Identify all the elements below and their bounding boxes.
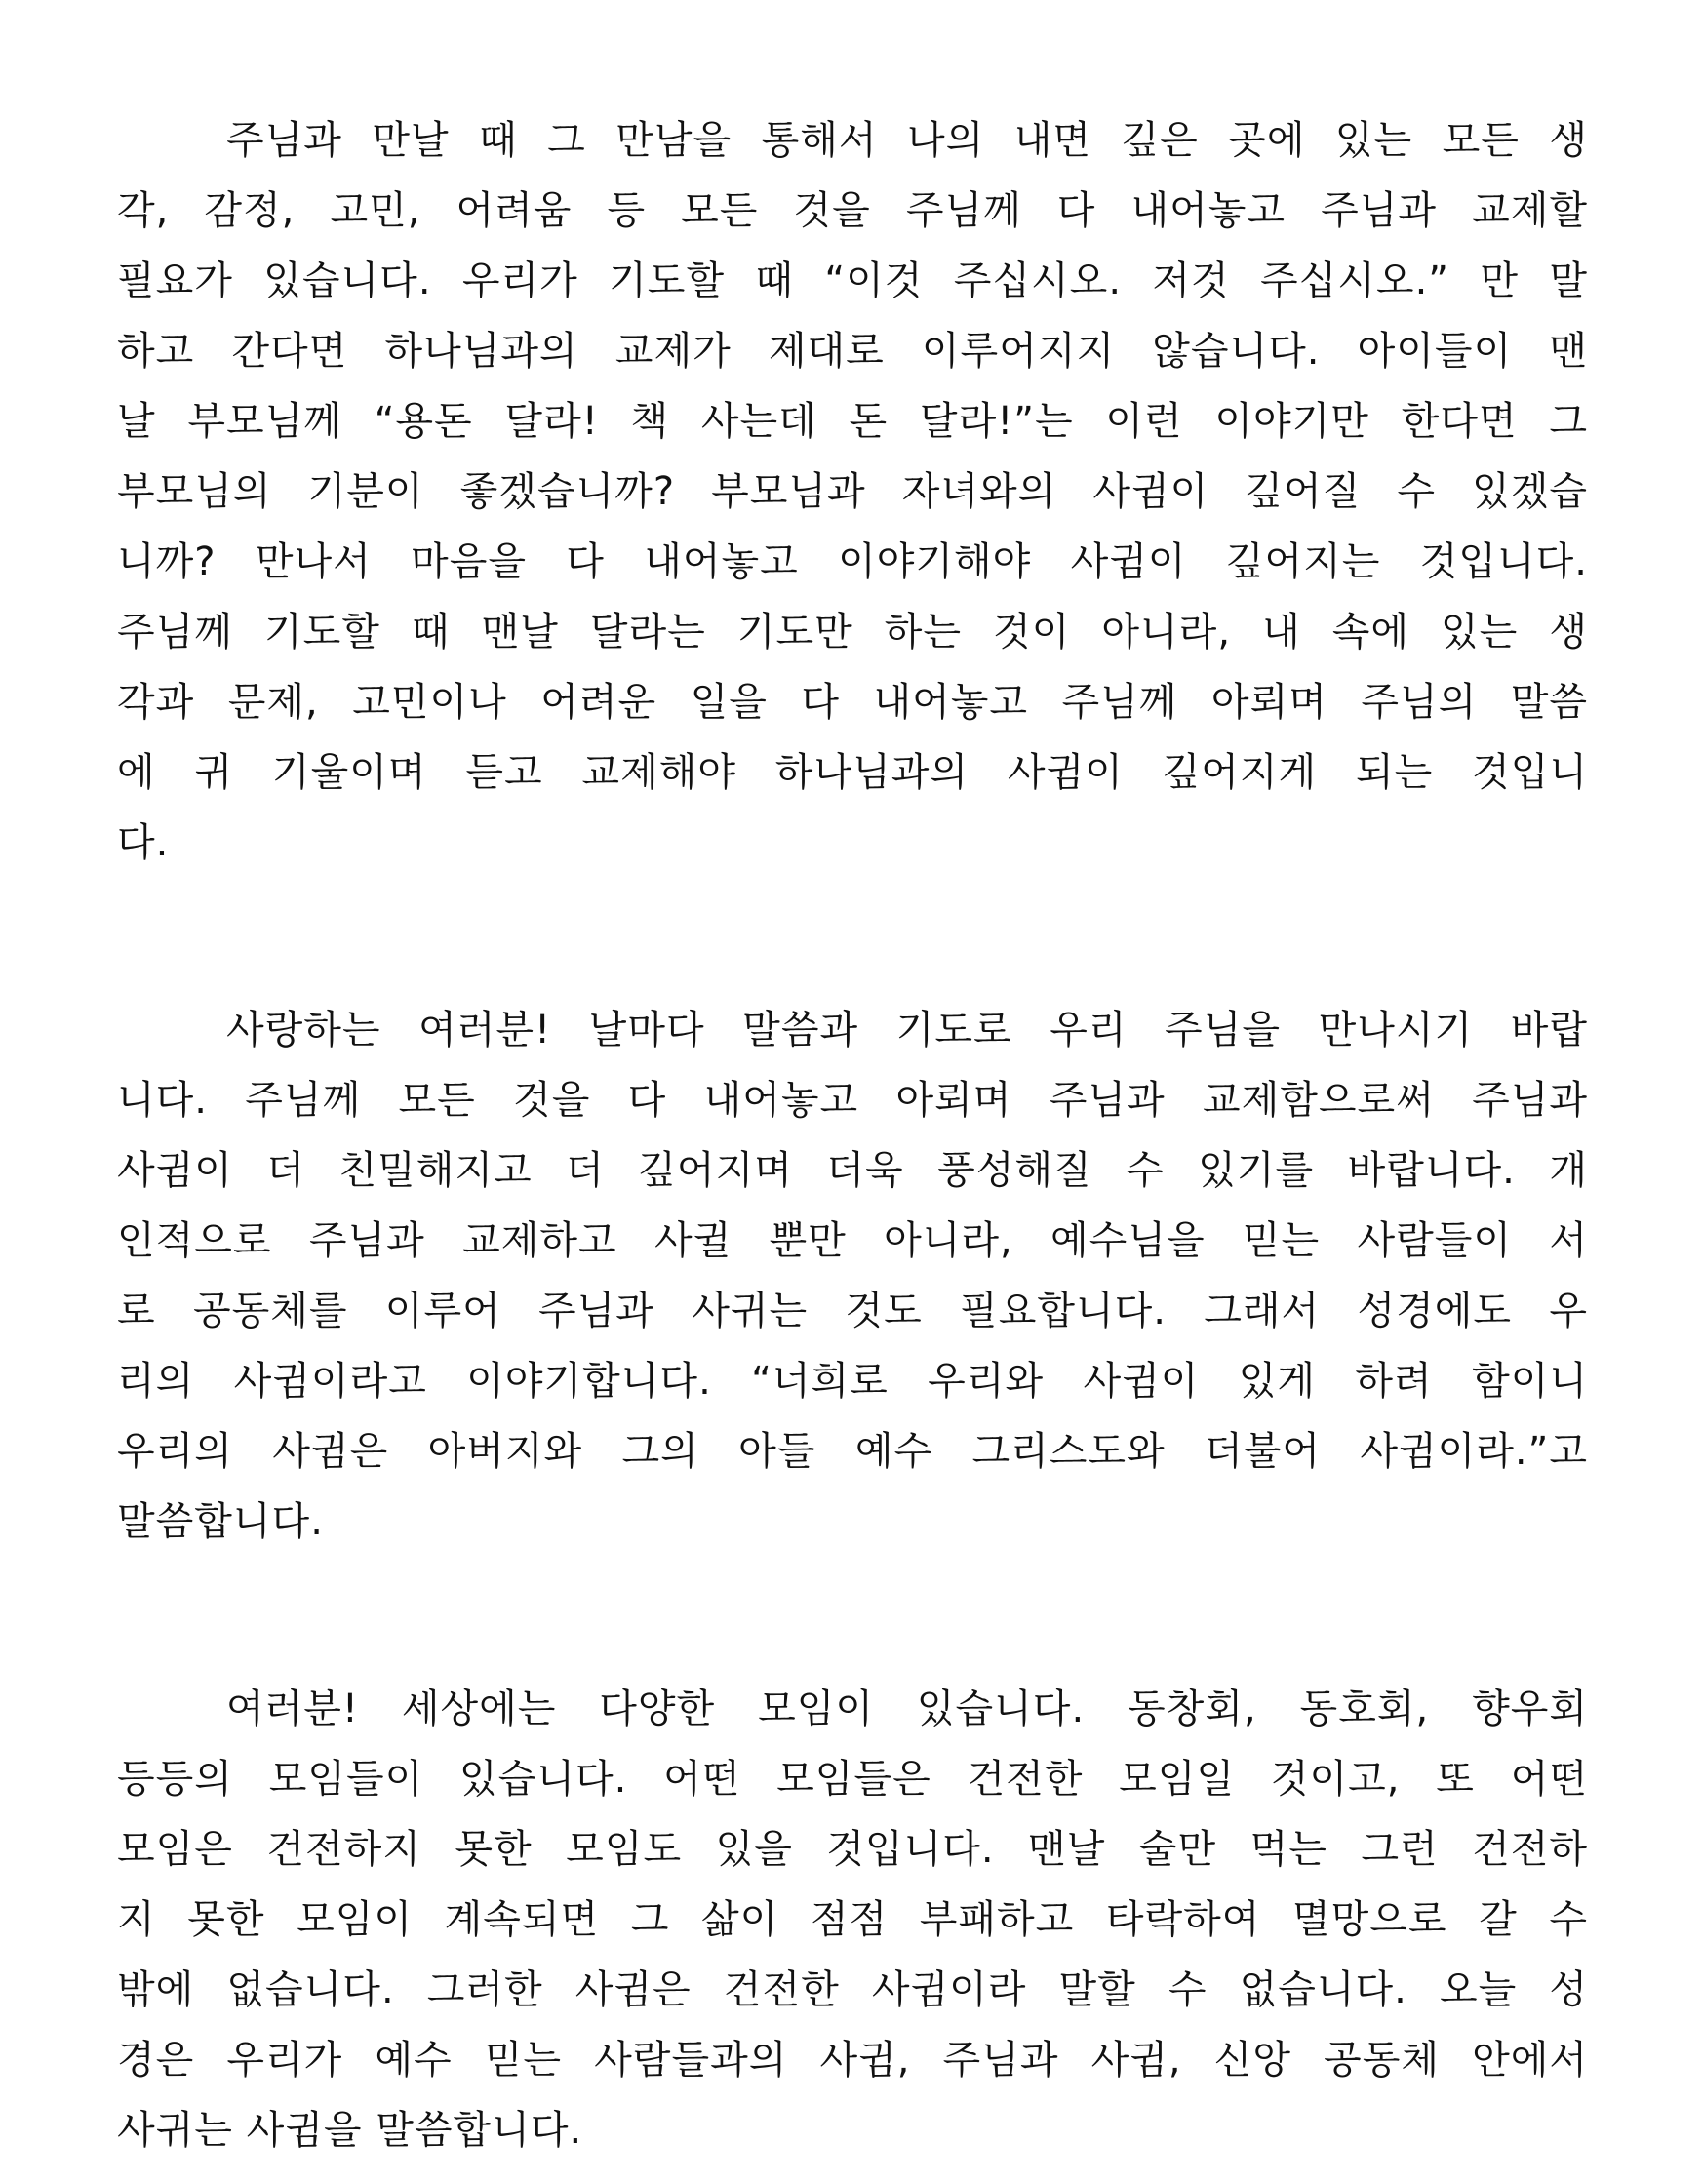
paragraph-1 <box>117 105 1588 878</box>
text-line: 지 못한 모임이 계속되면 그 삶이 점점 부패하고 타락하여 멸망으로 갈 수 <box>117 1897 1588 1942</box>
paragraph-gap <box>117 878 1588 995</box>
text-line: 사랑하는 여러분! 날마다 말씀과 기도로 우리 주님을 만나시기 바랍 <box>226 1008 1588 1052</box>
text-line: 사귐이 더 친밀해지고 더 깊어지며 더욱 풍성해질 수 있기를 바랍니다. 개 <box>117 1148 1588 1193</box>
text-line: 경은 우리가 예수 믿는 사람들과의 사귐, 주님과 사귐, 신앙 공동체 안에서 <box>117 2038 1588 2083</box>
text-line: 각과 문제, 고민이나 어려운 일을 다 내어놓고 주님께 아뢰며 주님의 말씀 <box>117 680 1588 725</box>
text-line: 우리의 사귐은 아버지와 그의 아들 예수 그리스도와 더불어 사귐이라.”고 <box>117 1429 1588 1474</box>
text-line: 주님과 만날 때 그 만남을 통해서 나의 내면 깊은 곳에 있는 모든 생 <box>226 118 1588 163</box>
text-line: 니까? 만나서 마음을 다 내어놓고 이야기해야 사귐이 깊어지는 것입니다. <box>117 539 1588 584</box>
text-line: 필요가 있습니다. 우리가 기도할 때 “이것 주십시오. 저것 주십시오.” 만 말 <box>117 258 1588 303</box>
text-line: 니다. 주님께 모든 것을 다 내어놓고 아뢰며 주님과 교제함으로써 주님과 <box>117 1078 1588 1123</box>
text-line: 하고 간다면 하나님과의 교제가 제대로 이루어지지 않습니다. 아이들이 맨 <box>117 329 1588 374</box>
text-line: 각, 감정, 고민, 어려움 등 모든 것을 주님께 다 내어놓고 주님과 교제할 <box>117 188 1588 233</box>
text-line: 여러분! 세상에는 다양한 모임이 있습니다. 동창회, 동호회, 향우회 <box>226 1687 1588 1731</box>
text-line: 로 공동체를 이루어 주님과 사귀는 것도 필요합니다. 그래서 성경에도 우 <box>117 1289 1588 1333</box>
text-line: 모임은 건전하지 못한 모임도 있을 것입니다. 맨날 술만 먹는 그런 건전하 <box>117 1827 1588 1872</box>
text-line: 주님께 기도할 때 맨날 달라는 기도만 하는 것이 아니라, 내 속에 있는 생 <box>117 610 1588 655</box>
text-line: 사귀는 사귐을 말씀합니다. <box>117 2108 583 2153</box>
text-line: 리의 사귐이라고 이야기합니다. “너희로 우리와 사귐이 있게 하려 함이니 <box>117 1359 1588 1404</box>
text-line: 부모님의 기분이 좋겠습니까? 부모님과 자녀와의 사귐이 깊어질 수 있겠습 <box>117 469 1588 514</box>
paragraph-gap <box>117 1557 1588 1674</box>
text-line: 인적으로 주님과 교제하고 사귈 뿐만 아니라, 예수님을 믿는 사람들이 서 <box>117 1218 1588 1263</box>
text-line: 등등의 모임들이 있습니다. 어떤 모임들은 건전한 모임일 것이고, 또 어떤 <box>117 1757 1588 1802</box>
text-line: 날 부모님께 “용돈 달라! 책 사는데 돈 달라!”는 이런 이야기만 한다면 그 <box>117 399 1588 444</box>
text-line: 다. <box>117 820 170 865</box>
paragraph-3 <box>117 1674 1588 2165</box>
paragraph-2 <box>117 995 1588 1557</box>
text-line: 에 귀 기울이며 듣고 교제해야 하나님과의 사귐이 깊어지게 되는 것입니 <box>117 750 1588 795</box>
text-line: 밖에 없습니다. 그러한 사귐은 건전한 사귐이라 말할 수 없습니다. 오늘 성 <box>117 1967 1588 2012</box>
text-line: 말씀합니다. <box>117 1499 324 1544</box>
document-page <box>117 105 1588 2165</box>
